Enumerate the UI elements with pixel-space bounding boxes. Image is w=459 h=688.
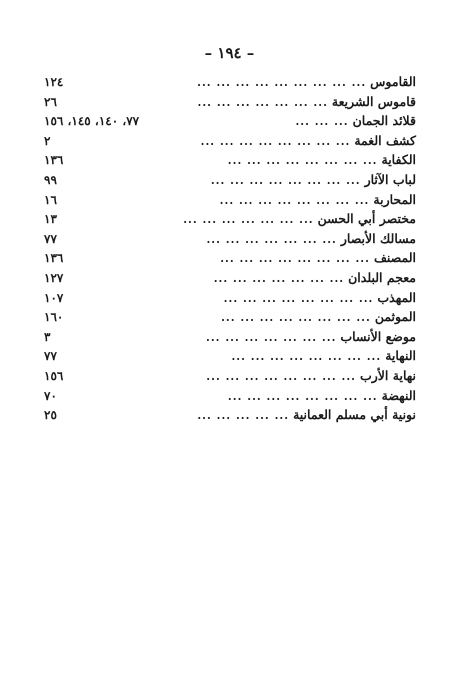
dot-leader: ... ... ... ... ... ... ... ... [220, 252, 370, 266]
index-entry [44, 92, 416, 112]
entry-term: قلائد الجمان [352, 113, 416, 129]
dot-leader: ... ... ... ... ... ... ... ... [219, 193, 370, 207]
entry-page-numbers: ١٢٧ [44, 270, 64, 285]
entry-term: النهاية [385, 348, 416, 364]
index-entry [44, 366, 416, 386]
entry-term: مختصر أبي الحسن [317, 211, 416, 227]
entry-term: النهضة [381, 387, 416, 403]
index-entry [44, 248, 416, 268]
entry-page-numbers: ١٦ [44, 192, 57, 207]
index-entry [44, 229, 416, 249]
entry-term: الموثمن [374, 309, 416, 325]
entry-term: كشف الغمة [354, 132, 416, 148]
index-entry [44, 72, 416, 92]
index-entry [44, 327, 416, 347]
entry-page-numbers: ٣ [44, 329, 51, 344]
dot-leader: ... ... ... ... ... ... ... ... [206, 369, 356, 383]
entry-page-numbers: ٧٠ [44, 388, 57, 403]
entry-term: قاموس الشريعة [331, 93, 416, 109]
entry-term: الكفاية [381, 152, 416, 168]
entry-page-numbers: ٩٩ [44, 172, 57, 187]
entry-term: القاموس [370, 74, 416, 89]
entry-term: مسالك الأبصار [340, 230, 416, 246]
entry-page-numbers: ٢٦ [44, 94, 57, 109]
dot-leader: ... ... ... [295, 115, 349, 129]
index-entry [44, 346, 416, 366]
dot-leader: ... ... ... ... ... ... ... ... [223, 291, 374, 305]
entry-term: معجم البلدان [348, 269, 416, 285]
dot-leader: ... ... ... ... ... ... ... ... [227, 389, 378, 403]
index-entry [44, 268, 416, 288]
entry-page-numbers: ١٢٤ [44, 75, 64, 89]
entry-page-numbers: ١٠٧ [44, 290, 64, 305]
dot-leader: ... ... ... ... ... ... ... ... [221, 311, 371, 325]
index-entry [44, 190, 416, 210]
dot-leader: ... ... ... ... ... ... ... ... ... [197, 76, 367, 89]
dot-leader: ... ... ... ... ... ... ... ... [210, 173, 361, 187]
entry-page-numbers: ٢٥ [44, 408, 57, 423]
dot-leader: ... ... ... ... ... ... ... [183, 213, 314, 227]
dot-leader: ... ... ... ... ... ... ... ... [227, 154, 378, 168]
entry-term: نهاية الأرب [360, 367, 416, 383]
index-entry [44, 307, 416, 327]
entry-page-numbers: ١٣٦ [44, 251, 64, 266]
entry-page-numbers: ٧٧ [44, 231, 57, 246]
index-entry [44, 131, 416, 151]
dot-leader: ... ... ... ... ... ... ... ... [231, 350, 382, 364]
index-entry [44, 111, 416, 131]
index-entry [44, 386, 416, 406]
entry-term: المهذب [377, 289, 416, 305]
index-entry [44, 288, 416, 308]
entry-term: المحاربة [373, 191, 416, 207]
dot-leader: ... ... ... ... ... ... ... [213, 271, 345, 285]
entry-term: المصنف [373, 250, 416, 266]
entry-page-numbers: ١٣ [44, 212, 57, 227]
index-list [44, 72, 416, 425]
entry-term: موضع الأنساب [340, 328, 416, 344]
page-number: – ١٩٤ – [204, 44, 255, 62]
entry-page-numbers: ١٥٦ [44, 368, 64, 383]
dot-leader: ... ... ... ... ... ... ... [206, 330, 337, 344]
dot-leader: ... ... ... ... ... ... ... [206, 232, 337, 246]
entry-page-numbers: ٧٧، ١٤٠، ١٤٥، ١٥٦ [44, 114, 140, 129]
entry-term: نونية أبي مسلم العمانية [293, 407, 416, 423]
entry-term: لباب الآثار [364, 171, 416, 187]
index-entry [44, 170, 416, 190]
index-entry [44, 209, 416, 229]
entry-page-numbers: ٧٧ [44, 349, 57, 364]
dot-leader: ... ... ... ... ... ... ... ... [200, 134, 351, 148]
dot-leader: ... ... ... ... ... ... ... [197, 95, 328, 109]
entry-page-numbers: ١٣٦ [44, 153, 64, 168]
entry-page-numbers: ٢ [44, 133, 51, 148]
entry-page-numbers: ١٦٠ [44, 310, 64, 325]
index-entry [44, 150, 416, 170]
index-entry [44, 405, 416, 425]
dot-leader: ... ... ... ... ... [197, 409, 290, 423]
